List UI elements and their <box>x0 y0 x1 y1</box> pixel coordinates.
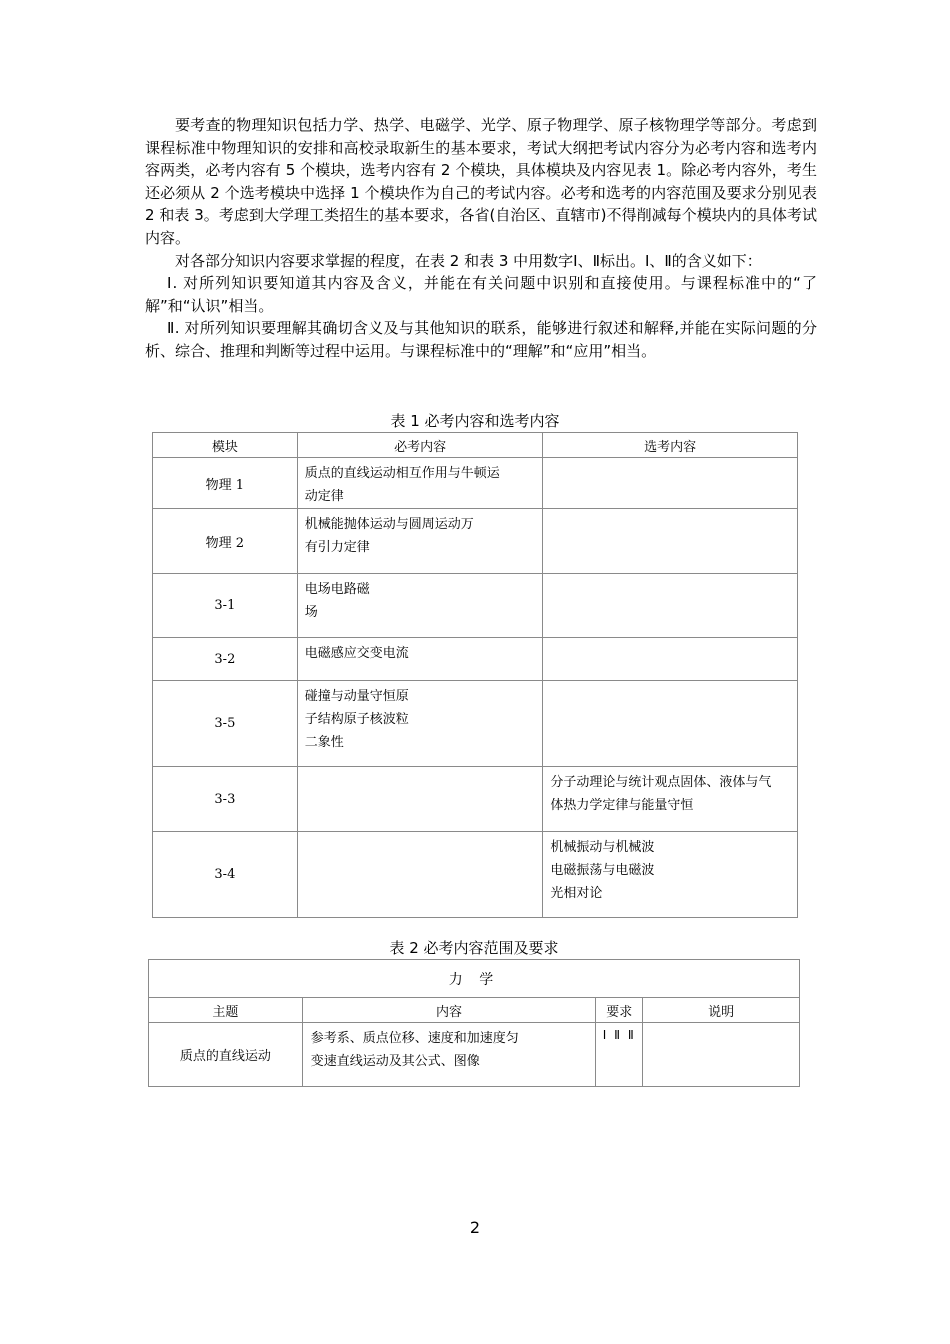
intro-paragraph-1: 要考查的物理知识包括力学、热学、电磁学、光学、原子物理学、原子核物理学等部分。考虑到课程标准中物理知识的安排和高校录取新生的基本要求，考试大纲把考试内容分为必考内容和选考内容两类，必考内容有 5 个模块，选考内容有 2 个模块，具体模块及内容见表 1。除必考内容外，考生还必须从 2 个选考模块中选择 1 个模块作为自己的考试内容。必考和选考的内容范围及要求分别见表 2 和表 3。考虑到大学理工类招生的基本要求，各省(自治区、直辖市)不得削减每个模块内的具体考试内容。 <box>145 116 817 247</box>
table-row <box>153 509 798 574</box>
module-cell: 3-1 <box>153 574 298 638</box>
required-cell <box>297 458 543 509</box>
table2-header-row <box>149 998 800 1023</box>
table2-header-topic: 主题 <box>149 998 303 1023</box>
optional-cell <box>543 681 798 767</box>
required-line: 电磁感应交变电流 <box>304 646 409 661</box>
topic-cell: 质点的直线运动 <box>149 1023 303 1087</box>
required-line: 子结构原子核波粒 <box>304 712 409 727</box>
module-cell: 3-4 <box>153 832 298 918</box>
required-cell <box>297 509 543 574</box>
intro-text <box>145 114 817 363</box>
required-line: 碰撞与动量守恒原 <box>304 689 409 704</box>
required-cell <box>297 767 543 832</box>
optional-line: 光相对论 <box>550 886 603 901</box>
table2-caption: 表 2 必考内容范围及要求 <box>389 939 559 957</box>
table2-header-requirement: 要求 <box>596 998 643 1023</box>
required-line: 质点的直线运动相互作用与牛顿运 <box>304 466 500 481</box>
required-line: 电场电路磁 <box>304 582 370 597</box>
intro-paragraph-2: 对各部分知识内容要求掌握的程度，在表 2 和表 3 中用数字Ⅰ、Ⅱ标出。Ⅰ、Ⅱ的含义如下： <box>175 251 762 270</box>
table-row <box>153 832 798 918</box>
required-line: 机械能抛体运动与圆周运动万 <box>304 517 474 532</box>
module-cell: 3-2 <box>153 638 298 681</box>
optional-cell <box>543 574 798 638</box>
optional-cell <box>543 767 798 832</box>
optional-cell <box>543 638 798 681</box>
table2-header-note: 说明 <box>643 998 800 1023</box>
table1-caption: 表 1 必考内容和选考内容 <box>390 412 560 430</box>
optional-cell <box>543 832 798 918</box>
table-row <box>153 681 798 767</box>
table-row <box>149 1023 800 1087</box>
required-cell <box>297 681 543 767</box>
module-cell: 3-3 <box>153 767 298 832</box>
optional-line: 机械振动与机械波 <box>550 840 655 855</box>
table2-section-row <box>149 960 800 998</box>
table-row <box>153 574 798 638</box>
table2-header-content: 内容 <box>302 998 596 1023</box>
optional-cell <box>543 509 798 574</box>
optional-line: 电磁振荡与电磁波 <box>550 863 655 878</box>
required-line: 二象性 <box>304 735 344 750</box>
table1-header-required: 必考内容 <box>297 433 543 458</box>
intro-paragraph-3: Ⅰ. 对所列知识要知道其内容及含义，并能在有关问题中识别和直接使用。与课程标准中的“了解”和“认识”相当。 <box>145 274 817 315</box>
note-cell <box>643 1023 800 1087</box>
optional-line: 体热力学定律与能量守恒 <box>550 798 694 813</box>
optional-cell <box>543 458 798 509</box>
table2-section-title: 力 学 <box>149 960 800 998</box>
required-line: 有引力定律 <box>304 540 370 555</box>
requirement-cell: Ⅰ Ⅱ Ⅱ <box>596 1023 643 1087</box>
table-row <box>153 767 798 832</box>
table1-header-row <box>153 433 798 458</box>
page-number: 2 <box>469 1218 481 1237</box>
table2 <box>148 959 800 1087</box>
module-cell: 物理 2 <box>153 509 298 574</box>
required-line: 场 <box>304 605 318 620</box>
required-cell <box>297 832 543 918</box>
intro-paragraph-4: Ⅱ. 对所列知识要理解其确切含义及与其他知识的联系，能够进行叙述和解释,并能在实际问题的分析、综合、推理和判断等过程中运用。与课程标准中的“理解”和“应用”相当。 <box>145 319 817 360</box>
table-row <box>153 638 798 681</box>
required-cell <box>297 638 543 681</box>
required-cell <box>297 574 543 638</box>
optional-line: 分子动理论与统计观点固体、液体与气 <box>550 775 772 790</box>
table1-header-module: 模块 <box>153 433 298 458</box>
required-line: 动定律 <box>304 489 344 504</box>
content-line: 变速直线运动及其公式、图像 <box>310 1054 480 1069</box>
content-line: 参考系、质点位移、速度和加速度匀 <box>310 1031 519 1046</box>
module-cell: 3-5 <box>153 681 298 767</box>
module-cell: 物理 1 <box>153 458 298 509</box>
table1 <box>152 432 798 918</box>
table-row <box>153 458 798 509</box>
table1-header-optional: 选考内容 <box>543 433 798 458</box>
content-cell <box>302 1023 596 1087</box>
